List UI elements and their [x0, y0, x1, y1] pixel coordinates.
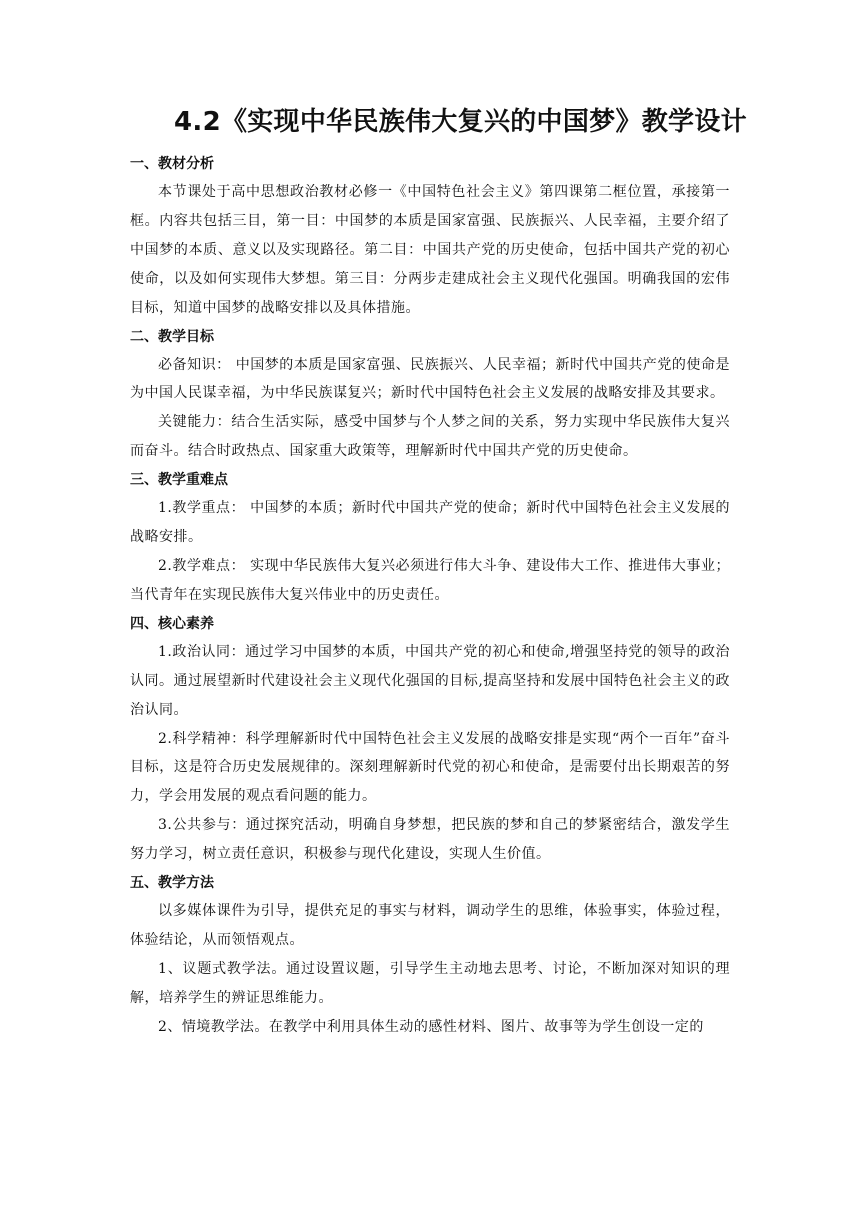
- paragraph: 2.教学难点： 实现中华民族伟大复兴必须进行伟大斗争、建设伟大工作、推进伟大事业；当代青年在实现民族伟大复兴伟业中的历史责任。: [130, 557, 730, 603]
- section-textbook-analysis: [130, 150, 730, 323]
- paragraph: 必备知识： 中国梦的本质是国家富强、民族振兴、人民幸福；新时代中国共产党的使命是为中国人民谋幸福，为中华民族谋复兴；新时代中国特色社会主义发展的战略安排及其要求。: [130, 356, 730, 402]
- document-body: [130, 150, 730, 1042]
- section-core-literacy: [130, 610, 730, 869]
- paragraph: 1.政治认同：通过学习中国梦的本质，中国共产党的初心和使命,增强坚持党的领导的政治认同。通过展望新时代建设社会主义现代化强国的目标,提高坚持和发展中国特色社会主义的政治认同。: [130, 643, 730, 718]
- section-heading: 三、教学重难点: [130, 472, 228, 489]
- section-heading: 五、教学方法: [130, 875, 214, 892]
- document-title: 4.2《实现中华民族伟大复兴的中国梦》教学设计: [174, 107, 747, 137]
- section-heading: 一、教材分析: [130, 156, 214, 172]
- section-key-difficult-points: [130, 466, 730, 610]
- paragraph: 2、情境教学法。在教学中利用具体生动的感性材料、图片、故事等为学生创设一定的: [158, 1018, 704, 1035]
- section-teaching-goals: [130, 323, 730, 467]
- section-teaching-methods: [130, 869, 730, 1042]
- paragraph: 本节课处于高中思想政治教材必修一《中国特色社会主义》第四课第二框位置，承接第一框。内容共包括三目，第一目：中国梦的本质是国家富强、民族振兴、人民幸福，主要介绍了中国梦的本质、意义以及实现路径。第二目：中国共产党的历史使命，包括中国共产党的初心使命，以及如何实现伟大梦想。第三目：分两步走建成社会主义现代化强国。明确我国的宏伟目标，知道中国梦的战略安排以及具体措施。: [130, 184, 730, 316]
- paragraph: 2.科学精神：科学理解新时代中国特色社会主义发展的战略安排是实现“两个一百年”奋斗目标，这是符合历史发展规律的。深刻理解新时代党的初心和使命，是需要付出长期艰苦的努力，学会用发展的观点看问题的能力。: [130, 730, 730, 805]
- paragraph: 1.教学重点： 中国梦的本质；新时代中国共产党的使命；新时代中国特色社会主义发展的战略安排。: [130, 500, 730, 546]
- section-heading: 四、核心素养: [130, 615, 214, 632]
- section-heading: 二、教学目标: [130, 328, 214, 345]
- paragraph: 关键能力：结合生活实际，感受中国梦与个人梦之间的关系，努力实现中华民族伟大复兴而奋斗。结合时政热点、国家重大政策等，理解新时代中国共产党的历史使命。: [130, 414, 730, 460]
- paragraph: 1、议题式教学法。通过设置议题，引导学生主动地去思考、讨论，不断加深对知识的理解，培养学生的辨证思维能力。: [130, 960, 730, 1006]
- paragraph: 3.公共参与：通过探究活动，明确自身梦想，把民族的梦和自己的梦紧密结合，激发学生努力学习，树立责任意识，积极参与现代化建设，实现人生价值。: [130, 817, 730, 863]
- paragraph: 以多媒体课件为引导，提供充足的事实与材料，调动学生的思维，体验事实，体验过程，体验结论，从而领悟观点。: [130, 903, 730, 948]
